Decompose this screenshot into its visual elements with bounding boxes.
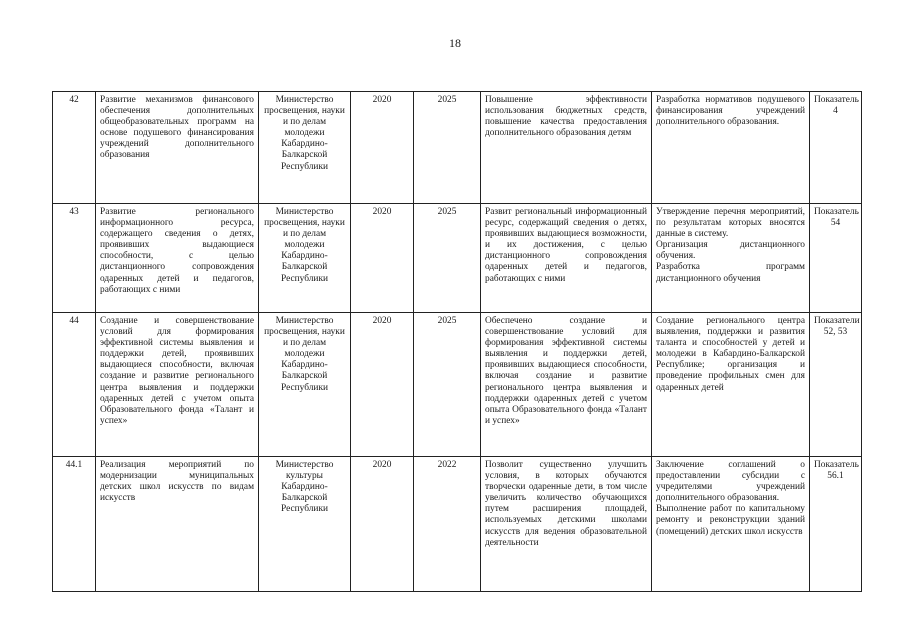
table-row bbox=[53, 204, 862, 313]
measure-name: Реализация мероприятий по модернизации муниципальных детских школ искусств по видам искусств bbox=[96, 457, 259, 592]
indicator: Показатели 52, 53 bbox=[810, 313, 862, 457]
page-number: 18 bbox=[449, 36, 461, 50]
executor: Министерство просвещения, науки и по делам молодежи Кабардино-Балкарской Республики bbox=[259, 204, 351, 313]
end-year: 2022 bbox=[414, 457, 481, 592]
table-row bbox=[53, 457, 862, 592]
expected-result: Позволит существенно улучшить условия, в которых обучаются творчески одаренные дети, в том числе увеличить количество обучающихся путем расширения площадей, используемых детскими школами искусств для ведения образовательной деятельности bbox=[481, 457, 652, 592]
activities bbox=[652, 204, 810, 313]
row-number: 42 bbox=[53, 92, 96, 204]
table-row bbox=[53, 313, 862, 457]
end-year: 2025 bbox=[414, 313, 481, 457]
table-row bbox=[53, 92, 862, 204]
end-year: 2025 bbox=[414, 204, 481, 313]
expected-result: Повышение эффективности использования бюджетных средств, повышение качества предоставления дополнительного образования детям bbox=[481, 92, 652, 204]
indicator: Показатель 4 bbox=[810, 92, 862, 204]
measure-name: Создание и совершенствование условий для формирования эффективной системы выявления и поддержки детей, проявивших выдающиеся способности, включая создание и развитие регионального центра выявления и поддержки одаренных детей с учетом опыта Образовательного фонда «Талант и успех» bbox=[96, 313, 259, 457]
row-number: 44 bbox=[53, 313, 96, 457]
executor: Министерство культуры Кабардино-Балкарской Республики bbox=[259, 457, 351, 592]
indicator: Показатель 56.1 bbox=[810, 457, 862, 592]
activities bbox=[652, 457, 810, 592]
activities-text: Утверждение перечня мероприятий, по результатам которых вносятся данные в систему. Организация дистанционного обучения. Разработка программ дистанционного обучения bbox=[656, 207, 805, 284]
row-number: 44.1 bbox=[53, 457, 96, 592]
start-year: 2020 bbox=[351, 92, 414, 204]
start-year: 2020 bbox=[351, 204, 414, 313]
executor: Министерство просвещения, науки и по делам молодежи Кабардино-Балкарской Республики bbox=[259, 313, 351, 457]
indicator: Показатель 54 bbox=[810, 204, 862, 313]
measure-name: Развитие регионального информационного ресурса, содержащего сведения о детях, проявивших выдающиеся способности, с целью дистанционного сопровождения одаренных детей и педагогов, работающих с ними bbox=[96, 204, 259, 313]
measures-table bbox=[52, 91, 862, 592]
executor: Министерство просвещения, науки и по делам молодежи Кабардино-Балкарской Республики bbox=[259, 92, 351, 204]
expected-result: Обеспечено создание и совершенствование условий для формирования эффективной системы выявления и поддержки детей, проявивших выдающиеся способности, включая создание и развитие регионального центра выявления и поддержки одаренных детей с учетом опыта Образовательного фонда «Талант и успех» bbox=[481, 313, 652, 457]
activities: Разработка нормативов подушевого финансирования учреждений дополнительного образования. bbox=[652, 92, 810, 204]
expected-result: Развит региональный информационный ресурс, содержащий сведения о детях, проявивших выдающиеся возможности, и их достижения, с целью дистанционного сопровождения одаренных детей и педагогов, работающих с ними bbox=[481, 204, 652, 313]
start-year: 2020 bbox=[351, 313, 414, 457]
end-year: 2025 bbox=[414, 92, 481, 204]
measure-name: Развитие механизмов финансового обеспечения дополнительных общеобразовательных программ на основе подушевого финансирования учреждений дополнительного образования bbox=[96, 92, 259, 204]
start-year: 2020 bbox=[351, 457, 414, 592]
activities-text: Заключение соглашений о предоставлении субсидии с учредителями учреждений дополнительного образования. Выполнение работ по капитальному ремонту и реконструкции зданий (помещений) детских школ искусств bbox=[656, 460, 805, 537]
row-number: 43 bbox=[53, 204, 96, 313]
activities: Создание регионального центра выявления, поддержки и развития таланта и способностей у детей и молодежи в Кабардино-Балкарской Республике; организация и проведение профильных смен для одаренных детей bbox=[652, 313, 810, 457]
